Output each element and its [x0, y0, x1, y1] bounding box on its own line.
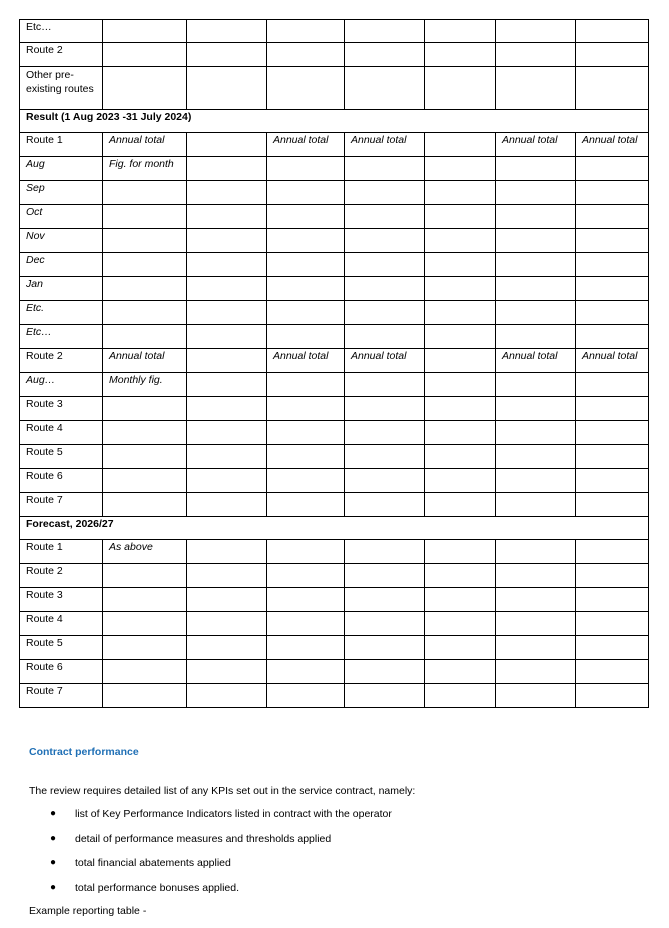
table-cell: [425, 397, 496, 421]
table-cell: [103, 684, 187, 708]
table-cell: [425, 325, 496, 349]
table-cell: Annual total: [496, 349, 576, 373]
table-cell: [425, 229, 496, 253]
table-row: [20, 588, 649, 612]
table-cell: [496, 660, 576, 684]
table-cell: [425, 20, 496, 43]
kpi-list-item: [29, 856, 649, 881]
table-cell: [103, 493, 187, 517]
table-cell: [267, 493, 345, 517]
table-cell: [267, 277, 345, 301]
table-cell: [345, 181, 425, 205]
kpi-list-item: [29, 881, 649, 906]
table-cell: [576, 421, 649, 445]
table-cell: [267, 157, 345, 181]
table-cell: [425, 253, 496, 277]
table-cell: [576, 157, 649, 181]
table-row: [20, 373, 649, 397]
table-cell: [187, 43, 267, 67]
table-cell: [425, 133, 496, 157]
table-row: [20, 684, 649, 708]
table-cell: [496, 43, 576, 67]
bullet-icon: ●: [50, 857, 57, 868]
table-row: [20, 660, 649, 684]
table-cell: [345, 469, 425, 493]
row-label-cell: Nov: [20, 229, 103, 253]
table-cell: [496, 421, 576, 445]
table-cell: [345, 540, 425, 564]
row-label-cell: Aug: [20, 157, 103, 181]
table-cell: [345, 397, 425, 421]
table-cell: [345, 43, 425, 67]
table-cell: [345, 636, 425, 660]
table-cell: [425, 349, 496, 373]
row-label-cell: Route 4: [20, 421, 103, 445]
table-cell: [496, 493, 576, 517]
section-header-row: [20, 517, 649, 540]
table-cell: [103, 421, 187, 445]
table-cell: [267, 397, 345, 421]
table-cell: [267, 301, 345, 325]
table-cell: [425, 469, 496, 493]
kpi-item-text: total financial abatements applied: [75, 857, 231, 869]
table-cell: [103, 469, 187, 493]
table-cell: [496, 20, 576, 43]
table-cell: [267, 445, 345, 469]
table-cell: [187, 181, 267, 205]
table-cell: [576, 660, 649, 684]
table-cell: [345, 67, 425, 110]
table-cell: [187, 445, 267, 469]
table-cell: [267, 181, 345, 205]
row-label-cell: Route 2: [20, 349, 103, 373]
table-cell: Annual total: [576, 133, 649, 157]
table-cell: [103, 229, 187, 253]
table-cell: [425, 540, 496, 564]
row-label-cell: Route 5: [20, 445, 103, 469]
table-cell: [187, 612, 267, 636]
table-cell: [576, 493, 649, 517]
contract-performance-section: [29, 746, 649, 917]
table-row: [20, 43, 649, 67]
table-cell: [496, 67, 576, 110]
table-cell: [345, 493, 425, 517]
row-label-cell: Other pre-existing routes: [20, 67, 103, 110]
table-cell: [576, 397, 649, 421]
table-cell: [267, 469, 345, 493]
table-cell: [187, 301, 267, 325]
row-label-cell: Route 6: [20, 469, 103, 493]
row-label-cell: Route 3: [20, 397, 103, 421]
table-cell: [496, 181, 576, 205]
example-table-caption: Example reporting table -: [29, 905, 147, 917]
table-cell: [267, 325, 345, 349]
table-row: [20, 301, 649, 325]
table-cell: Fig. for month: [103, 157, 187, 181]
table-cell: [425, 421, 496, 445]
table-cell: [425, 445, 496, 469]
table-cell: [345, 253, 425, 277]
table-cell: [576, 229, 649, 253]
section-header-row: [20, 110, 649, 133]
table-cell: [103, 43, 187, 67]
table-cell: [187, 277, 267, 301]
table-cell: [187, 253, 267, 277]
table-cell: [187, 469, 267, 493]
table-row: [20, 20, 649, 43]
table-cell: [103, 445, 187, 469]
table-cell: [187, 133, 267, 157]
table-cell: [267, 253, 345, 277]
table-row: [20, 564, 649, 588]
table-cell: [187, 20, 267, 43]
table-cell: [425, 157, 496, 181]
table-row: [20, 493, 649, 517]
table-cell: [345, 325, 425, 349]
table-cell: [103, 397, 187, 421]
row-label-cell: Oct: [20, 205, 103, 229]
table-cell: [345, 301, 425, 325]
row-label-cell: Route 7: [20, 493, 103, 517]
table-cell: Monthly fig.: [103, 373, 187, 397]
table-cell: [103, 20, 187, 43]
table-cell: [187, 325, 267, 349]
row-label-cell: Route 6: [20, 660, 103, 684]
row-label-cell: Etc.: [20, 301, 103, 325]
table-cell: [345, 229, 425, 253]
table-cell: [103, 277, 187, 301]
table-cell: [496, 588, 576, 612]
row-label-cell: Jan: [20, 277, 103, 301]
table-row: [20, 133, 649, 157]
table-cell: Annual total: [267, 349, 345, 373]
table-cell: [187, 205, 267, 229]
table-cell: [267, 67, 345, 110]
table-cell: [267, 612, 345, 636]
table-cell: [576, 564, 649, 588]
table-cell: [576, 636, 649, 660]
table-cell: [496, 373, 576, 397]
table-row: [20, 181, 649, 205]
kpi-item-text: list of Key Performance Indicators listed in contract with the operator: [75, 808, 392, 820]
table-row: [20, 540, 649, 564]
table-cell: [103, 636, 187, 660]
table-cell: [425, 612, 496, 636]
table-cell: [496, 636, 576, 660]
row-label-cell: Aug…: [20, 373, 103, 397]
table-cell: [187, 660, 267, 684]
row-label-cell: Sep: [20, 181, 103, 205]
table-row: [20, 445, 649, 469]
table-cell: [187, 493, 267, 517]
table-cell: [496, 540, 576, 564]
table-cell: [103, 301, 187, 325]
bullet-icon: ●: [50, 832, 57, 844]
row-label-cell: Etc…: [20, 325, 103, 349]
table-row: [20, 229, 649, 253]
table-cell: [345, 20, 425, 43]
table-cell: [345, 445, 425, 469]
table-row: [20, 612, 649, 636]
table-cell: [267, 588, 345, 612]
table-row: [20, 67, 649, 110]
table-cell: [103, 564, 187, 588]
table-row: [20, 325, 649, 349]
table-row: [20, 421, 649, 445]
kpi-item-text: total performance bonuses applied.: [75, 881, 240, 894]
table-cell: Annual total: [267, 133, 345, 157]
table-cell: [425, 205, 496, 229]
table-cell: [187, 588, 267, 612]
table-row: [20, 205, 649, 229]
table-cell: [496, 301, 576, 325]
table-row: [20, 277, 649, 301]
table-cell: [425, 277, 496, 301]
table-cell: [576, 373, 649, 397]
table-cell: [187, 157, 267, 181]
table-cell: [576, 277, 649, 301]
table-cell: Annual total: [103, 349, 187, 373]
table-cell: [425, 67, 496, 110]
table-cell: [103, 612, 187, 636]
table-cell: [187, 397, 267, 421]
section-heading: Contract performance: [29, 746, 139, 758]
row-label-cell: Etc…: [20, 20, 103, 43]
table-cell: [345, 588, 425, 612]
row-label-cell: Route 2: [20, 564, 103, 588]
table-cell: [187, 564, 267, 588]
table-cell: [496, 612, 576, 636]
bullet-icon: ●: [50, 808, 57, 819]
kpi-list-item: [29, 832, 649, 857]
bullet-icon: ●: [50, 881, 57, 893]
table-cell: [187, 540, 267, 564]
table-cell: [187, 636, 267, 660]
table-cell: [496, 684, 576, 708]
table-cell: [187, 67, 267, 110]
row-label-cell: Route 4: [20, 612, 103, 636]
table-cell: [345, 205, 425, 229]
intro-paragraph: The review requires detailed list of any KPIs set out in the service contract, namely:: [29, 785, 416, 797]
table-cell: [345, 421, 425, 445]
route-data-table: [19, 19, 649, 708]
table-cell: [576, 469, 649, 493]
table-cell: [103, 205, 187, 229]
table-cell: [576, 325, 649, 349]
table-cell: [425, 373, 496, 397]
table-cell: [425, 43, 496, 67]
table-cell: As above: [103, 540, 187, 564]
table-cell: [267, 636, 345, 660]
table-cell: [267, 20, 345, 43]
table-cell: [267, 229, 345, 253]
table-cell: [576, 20, 649, 43]
table-cell: [496, 205, 576, 229]
table-cell: [187, 229, 267, 253]
table-cell: [576, 684, 649, 708]
table-cell: [496, 564, 576, 588]
table-cell: [576, 205, 649, 229]
table-cell: [345, 612, 425, 636]
table-cell: [425, 660, 496, 684]
table-cell: [576, 253, 649, 277]
row-label-cell: Route 2: [20, 43, 103, 67]
row-label-cell: Route 5: [20, 636, 103, 660]
table-cell: [267, 684, 345, 708]
table-cell: [425, 493, 496, 517]
table-cell: [576, 612, 649, 636]
table-cell: [425, 684, 496, 708]
row-label-cell: Route 1: [20, 540, 103, 564]
table-cell: [576, 43, 649, 67]
table-row: [20, 469, 649, 493]
table-cell: [425, 181, 496, 205]
table-cell: [267, 564, 345, 588]
table-cell: Annual total: [345, 349, 425, 373]
table-cell: [425, 636, 496, 660]
table-cell: Annual total: [576, 349, 649, 373]
section-title: Result (1 Aug 2023 -31 July 2024): [20, 110, 649, 133]
table-cell: [496, 229, 576, 253]
table-cell: [496, 445, 576, 469]
table-cell: [267, 373, 345, 397]
table-row: [20, 397, 649, 421]
table-cell: [267, 421, 345, 445]
table-cell: [496, 277, 576, 301]
table-cell: [103, 325, 187, 349]
table-cell: [187, 349, 267, 373]
table-cell: [103, 67, 187, 110]
table-cell: [496, 253, 576, 277]
table-cell: [103, 181, 187, 205]
table-row: [20, 157, 649, 181]
section-title: Forecast, 2026/27: [20, 517, 649, 540]
table-row: [20, 253, 649, 277]
table-cell: [345, 564, 425, 588]
table-cell: Annual total: [103, 133, 187, 157]
table-cell: [103, 588, 187, 612]
row-label-cell: Route 3: [20, 588, 103, 612]
table-cell: [103, 660, 187, 684]
table-cell: [576, 67, 649, 110]
row-label-cell: Dec: [20, 253, 103, 277]
table-cell: [576, 301, 649, 325]
table-cell: [187, 373, 267, 397]
table-cell: [576, 588, 649, 612]
table-row: [20, 349, 649, 373]
kpi-bullet-list: [29, 807, 649, 905]
table-cell: [187, 684, 267, 708]
table-cell: [425, 564, 496, 588]
table-cell: [103, 253, 187, 277]
table-cell: [576, 181, 649, 205]
table-cell: [496, 325, 576, 349]
kpi-list-item: [29, 807, 649, 832]
table-cell: [345, 157, 425, 181]
table-cell: [267, 660, 345, 684]
table-cell: [576, 540, 649, 564]
table-cell: Annual total: [496, 133, 576, 157]
table-cell: Annual total: [345, 133, 425, 157]
table-cell: [425, 301, 496, 325]
table-cell: [345, 373, 425, 397]
table-cell: [345, 684, 425, 708]
table-cell: [425, 588, 496, 612]
table-cell: [496, 157, 576, 181]
table-cell: [267, 540, 345, 564]
table-row: [20, 636, 649, 660]
table-cell: [267, 43, 345, 67]
row-label-cell: Route 1: [20, 133, 103, 157]
table-cell: [345, 277, 425, 301]
table-cell: [187, 421, 267, 445]
table-cell: [496, 397, 576, 421]
row-label-cell: Route 7: [20, 684, 103, 708]
kpi-item-text: detail of performance measures and thresholds applied: [75, 832, 332, 845]
table-cell: [267, 205, 345, 229]
table-cell: [576, 445, 649, 469]
table-cell: [345, 660, 425, 684]
table-cell: [496, 469, 576, 493]
